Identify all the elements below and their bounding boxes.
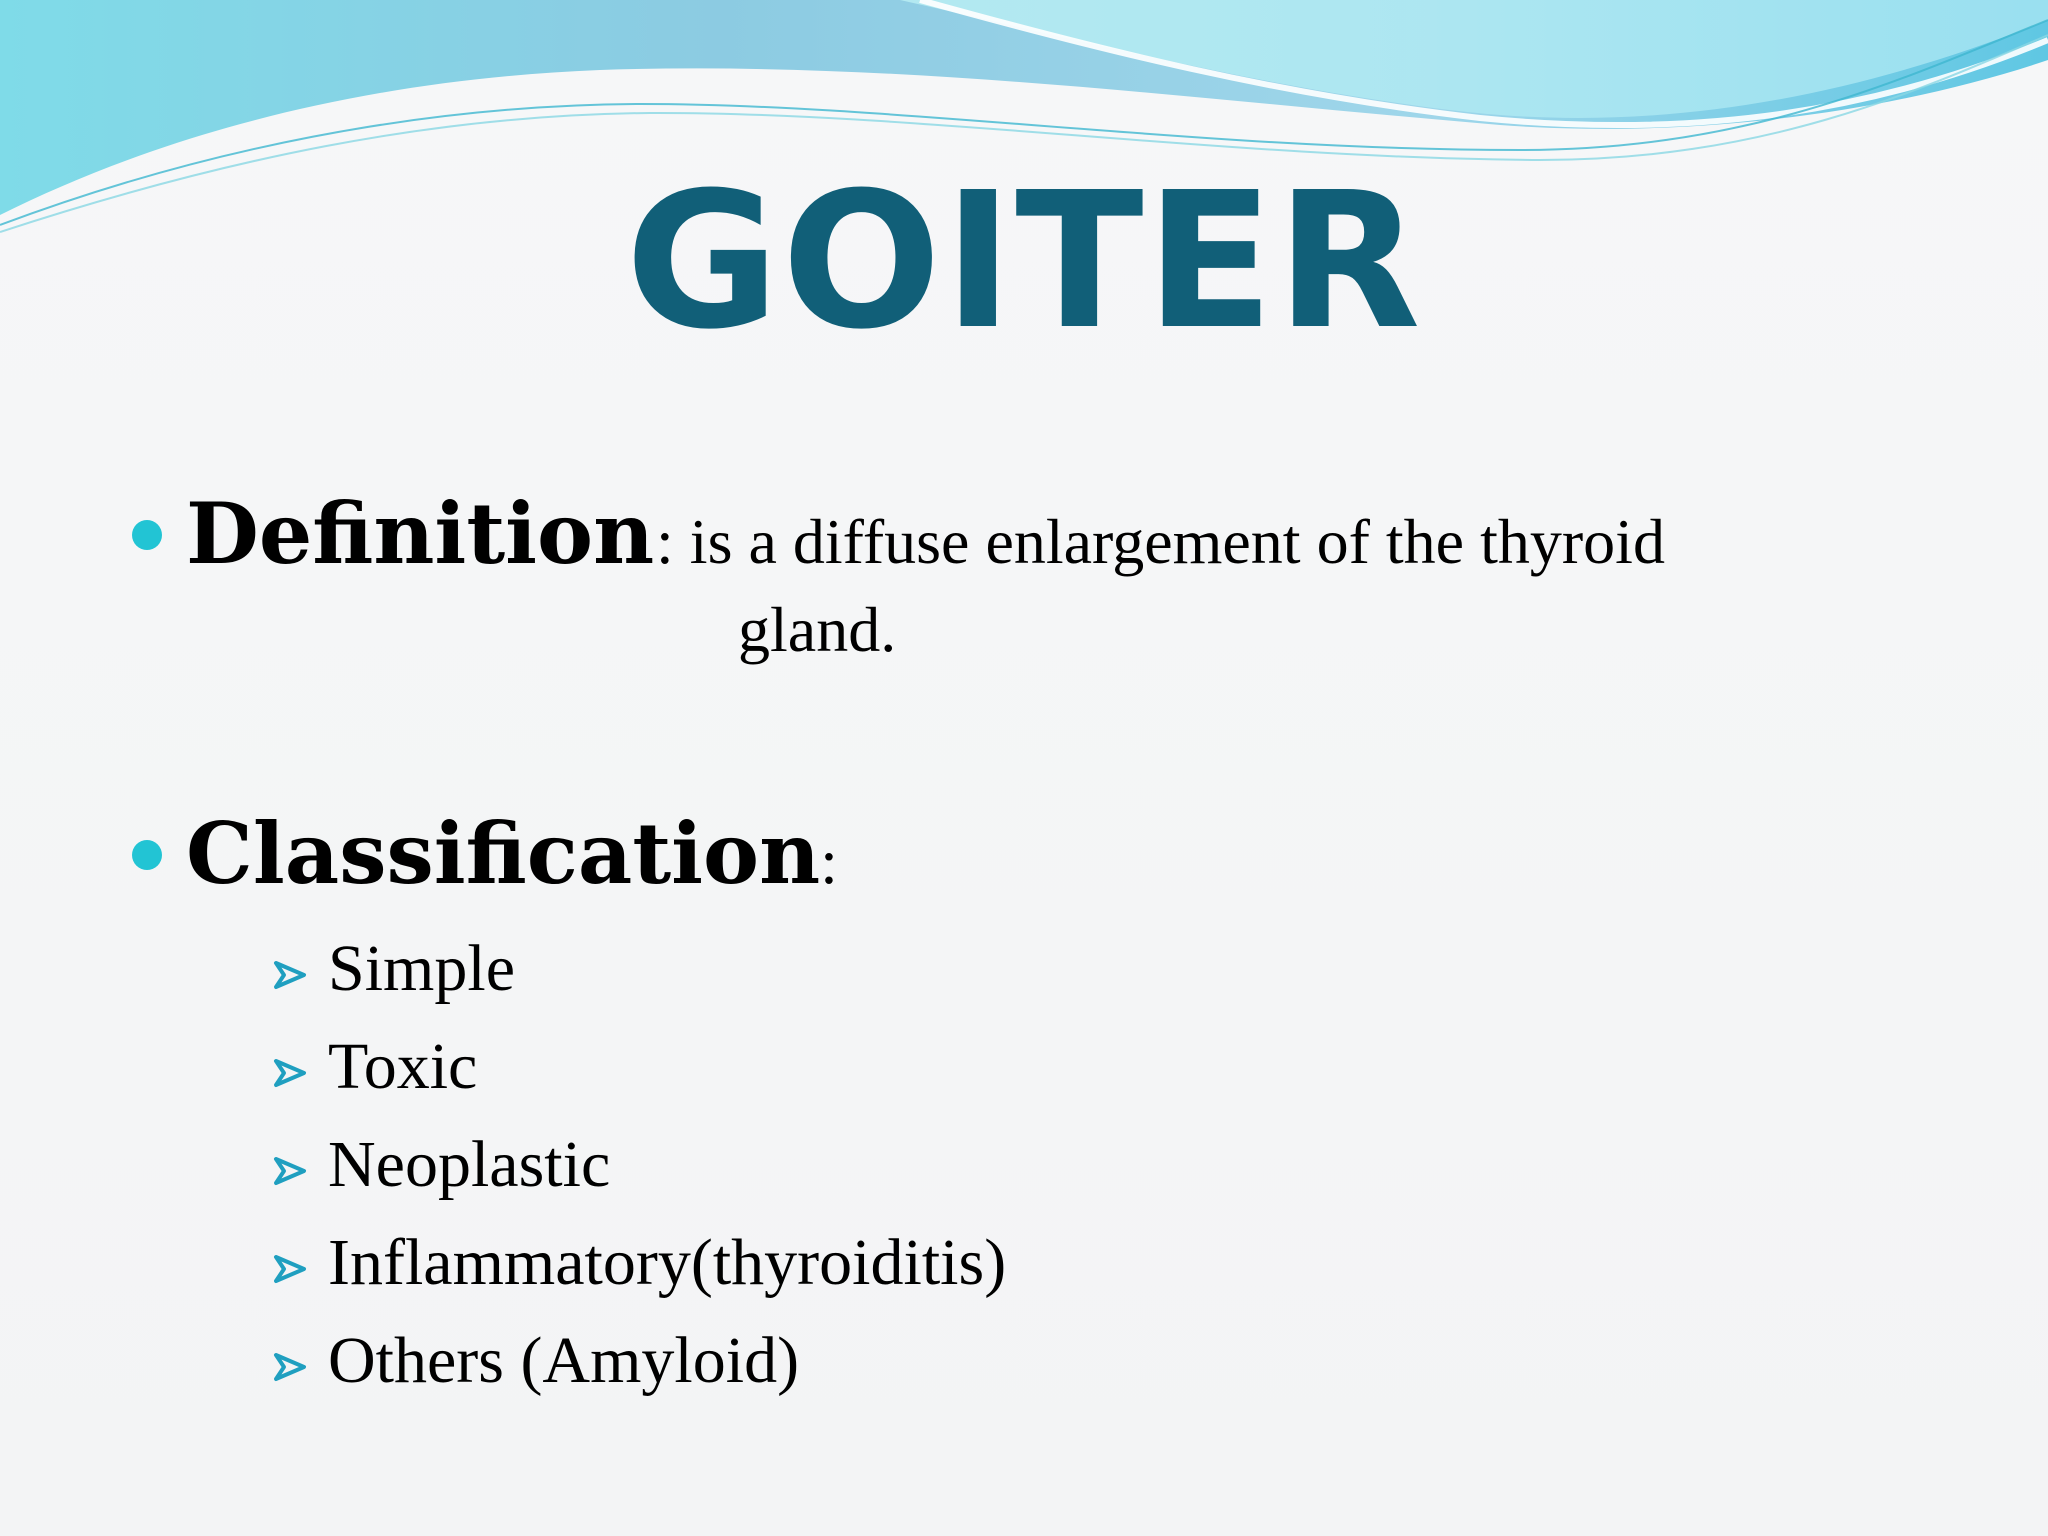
list-item-label: Simple — [328, 932, 516, 1005]
slide-title: GOITER — [625, 152, 1423, 371]
definition-text-line2: gland. — [738, 594, 897, 665]
arrowhead-right-icon — [272, 1153, 308, 1189]
definition-label: Definition — [186, 484, 655, 583]
bullet-dot-icon — [132, 840, 162, 870]
arrowhead-right-icon — [272, 1349, 308, 1385]
list-item-label: Others (Amyloid) — [328, 1324, 800, 1397]
list-item-label: Inflammatory(thyroiditis) — [328, 1226, 1007, 1299]
arrowhead-right-icon — [272, 1251, 308, 1287]
definition-heading — [186, 484, 654, 584]
classification-heading — [186, 804, 838, 912]
classification-colon: : — [820, 826, 838, 897]
bullet-dot-icon — [132, 520, 162, 550]
list-item-label: Toxic — [328, 1030, 478, 1103]
classification-label: Classification — [186, 804, 821, 903]
list-item-label: Neoplastic — [328, 1128, 611, 1201]
definition-text-line1: : is a diffuse enlargement of the thyroid — [656, 506, 1665, 577]
list-item — [272, 1312, 1006, 1410]
list-item — [272, 920, 1006, 1018]
arrowhead-right-icon — [272, 957, 308, 993]
list-item — [272, 1214, 1006, 1312]
arrowhead-right-icon — [272, 1055, 308, 1091]
list-item — [272, 1018, 1006, 1116]
list-item — [272, 1116, 1006, 1214]
classification-list — [272, 920, 1006, 1410]
